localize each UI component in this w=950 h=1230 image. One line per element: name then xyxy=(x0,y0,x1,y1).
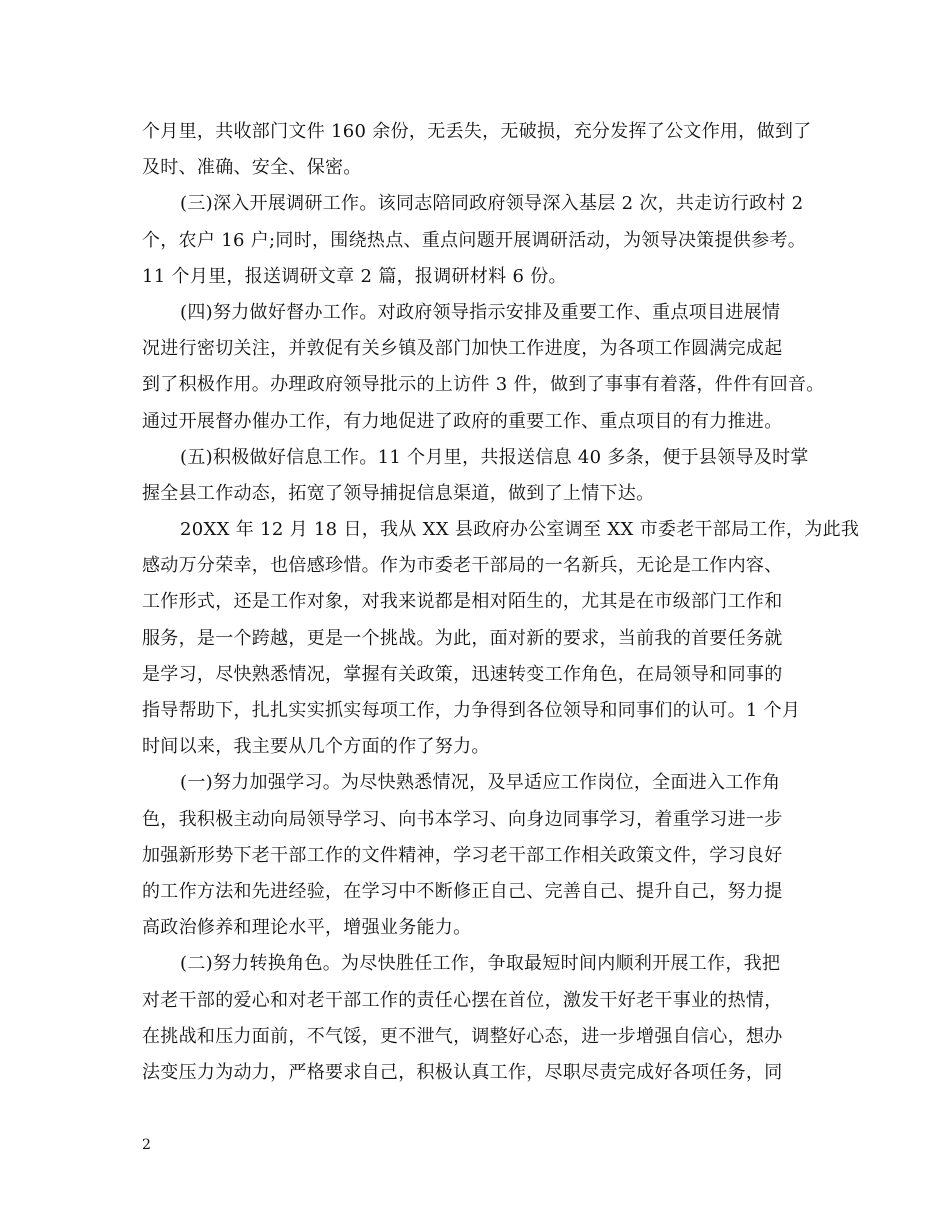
text-line: (一)努力加强学习。为尽快熟悉情况，及早适应工作岗位，全面进入工作角 xyxy=(180,772,781,794)
text-line: 的工作方法和先进经验，在学习中不断修正自己、完善自己、提升自己，努力提 xyxy=(142,880,783,902)
text-line: 到了积极作用。办理政府领导批示的上访件 3 件，做到了事事有着落，件件有回音。 xyxy=(142,374,825,396)
text-line: 指导帮助下，扎扎实实抓实每项工作，力争得到各位领导和同事们的认可。1 个月 xyxy=(142,700,801,721)
text-line: 况进行密切关注，并敦促有关乡镇及部门加快工作进度，为各项工作圆满完成起 xyxy=(142,338,783,360)
text-line: (五)积极做好信息工作。11 个月里，共报送信息 40 多条，便于县领导及时掌 xyxy=(180,446,809,468)
body-text xyxy=(142,114,860,1091)
text-line: (三)深入开展调研工作。该同志陪同政府领导深入基层 2 次，共走访行政村 2 xyxy=(180,193,804,215)
text-line: 法变压力为动力，严格要求自己，积极认真工作，尽职尽责完成好各项任务，同 xyxy=(142,1061,783,1083)
text-line: 色，我积极主动向局领导学习、向书本学习、向身边同事学习，着重学习进一步 xyxy=(142,808,783,830)
text-line: 11 个月里，报送调研文章 2 篇，报调研材料 6 份。 xyxy=(142,265,567,287)
text-line: 服务，是一个跨越，更是一个挑战。为此，面对新的要求，当前我的首要任务就 xyxy=(142,627,783,649)
text-line: 个，农户 16 户;同时，围绕热点、重点问题开展调研活动，为领导决策提供参考。 xyxy=(142,229,807,251)
text-line: 工作形式，还是工作对象，对我来说都是相对陌生的，尤其是在市级部门工作和 xyxy=(142,591,783,613)
text-line: 个月里，共收部门文件 160 余份，无丢失，无破损，充分发挥了公文作用，做到了 xyxy=(142,121,812,142)
text-line: 加强新形势下老干部工作的文件精神，学习老干部工作相关政策文件，学习良好 xyxy=(142,844,783,866)
text-line: 握全县工作动态，拓宽了领导捕捉信息渠道，做到了上情下达。 xyxy=(142,482,655,504)
text-line: 感动万分荣幸，也倍感珍惜。作为市委老干部局的一名新兵，无论是工作内容、 xyxy=(142,555,783,577)
page-number: 2 xyxy=(142,1137,151,1153)
text-line: 通过开展督办催办工作，有力地促进了政府的重要工作、重点项目的有力推进。 xyxy=(142,410,783,432)
text-line: 20XX 年 12 月 18 日，我从 XX 县政府办公室调至 XX 市委老干部局工作，为此我 xyxy=(180,519,860,541)
text-line: 及时、准确、安全、保密。 xyxy=(142,157,362,179)
text-line: (四)努力做好督办工作。对政府领导指示安排及重要工作、重点项目进展情 xyxy=(180,301,781,323)
text-line: 在挑战和压力面前，不气馁，更不泄气，调整好心态，进一步增强自信心，想办 xyxy=(142,1025,783,1047)
text-line: 对老干部的爱心和对老干部工作的责任心摆在首位，激发干好老干事业的热情， xyxy=(142,989,783,1011)
text-line: 高政治修养和理论水平，增强业务能力。 xyxy=(142,917,472,939)
text-line: 是学习，尽快熟悉情况，掌握有关政策，迅速转变工作角色，在局领导和同事的 xyxy=(142,663,783,685)
text-line: (二)努力转换角色。为尽快胜任工作，争取最短时间内顺利开展工作，我把 xyxy=(180,953,781,975)
text-line: 时间以来，我主要从几个方面的作了努力。 xyxy=(142,736,490,758)
